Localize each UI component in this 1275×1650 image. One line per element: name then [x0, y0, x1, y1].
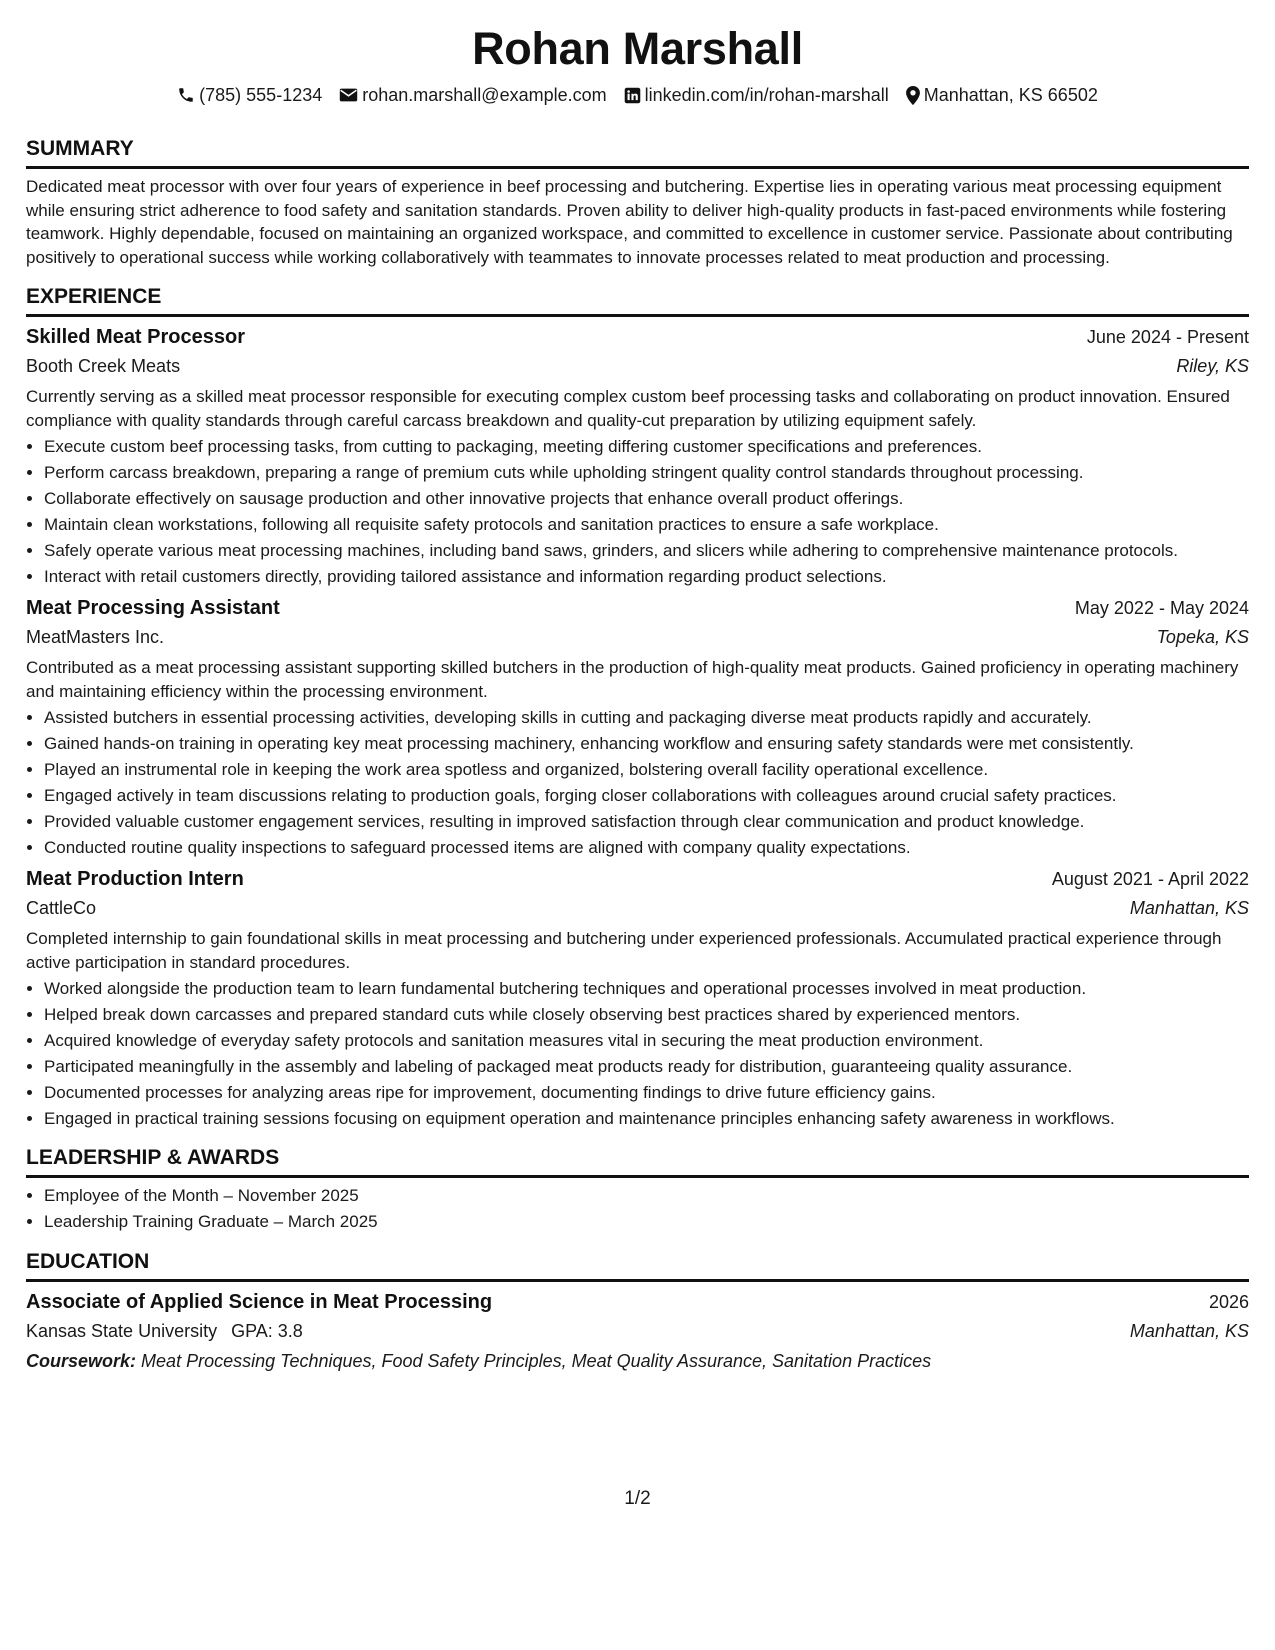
job-bullets	[26, 435, 1249, 589]
job-description: Completed internship to gain foundational skills in meat processing and butchering under experienced professionals. Accumulated practical experience through active participation in standard procedures.	[26, 929, 1222, 972]
award-item: • Employee of the Month – November 2025	[44, 1184, 1249, 1208]
coursework-label: Coursework:	[26, 1350, 137, 1371]
bullet-item: • Collaborate effectively on sausage production and other innovative projects that enhance overall product offerings.	[44, 487, 1249, 511]
school-location: Manhattan, KS	[1129, 1320, 1249, 1341]
company-name: MeatMasters Inc.	[26, 627, 165, 647]
bullet-item: • Assisted butchers in essential processing activities, developing skills in cutting and packaging diverse meat products rapidly and accurately.	[44, 706, 1249, 730]
bullet-item: • Helped break down carcasses and prepared standard cuts while closely observing best practices shared by experienced mentors.	[44, 1003, 1249, 1027]
bullet-item: • Acquired knowledge of everyday safety protocols and sanitation measures vital in securing the meat production environment.	[44, 1029, 1249, 1053]
gpa: GPA: 3.8	[231, 1320, 303, 1341]
job-location: Manhattan, KS	[1129, 898, 1249, 918]
page-number: 1/2	[624, 1488, 651, 1509]
section-title-experience: EXPERIENCE	[26, 284, 1249, 317]
school-line	[26, 1316, 303, 1346]
bullet-item: • Interact with retail customers directly, providing tailored assistance and information regarding product selections.	[44, 565, 1249, 589]
job-dates: June 2024 - Present	[1086, 327, 1249, 347]
section-title-summary: SUMMARY	[26, 136, 1249, 169]
graduation-year: 2026	[1208, 1291, 1249, 1312]
award-item: • Leadership Training Graduate – March 2025	[44, 1210, 1249, 1234]
job-bullets	[26, 977, 1249, 1131]
job-dates: May 2022 - May 2024	[1074, 598, 1249, 618]
summary-text: Dedicated meat processor with over four years of experience in beef processing and butchering. Expertise lies in operating various meat processing equipment while ensuring strict adherence to food safety and sanitation standards. Proven ability to deliver high-quality products in fast-paced environments while fostering teamwork. Highly dependable, focused on maintaining an organized workspace, and committed to excellence in customer service. Passionate about contributing positively to operational success while working collaboratively with teammates to innovate processes related to meat production and processing.	[26, 177, 1233, 267]
job-entry	[26, 323, 1249, 588]
phone-icon	[177, 86, 195, 104]
awards-list	[26, 1184, 1249, 1234]
job-location: Topeka, KS	[1156, 627, 1249, 647]
job-title: Meat Production Intern	[26, 868, 244, 890]
job-description: Currently serving as a skilled meat processor responsible for executing complex custom beef processing tasks and collaborating on product innovation. Ensured compliance with quality standards through careful carcass breakdown and quality-cut preparation by utilizing equipment safely.	[26, 387, 1230, 430]
contact-linkedin[interactable]	[624, 84, 889, 106]
job-title: Skilled Meat Processor	[26, 326, 245, 348]
bullet-item: • Documented processes for analyzing areas ripe for improvement, documenting findings to drive future efficiency gains.	[44, 1081, 1249, 1105]
job-entry	[26, 594, 1249, 859]
bullet-item: • Played an instrumental role in keeping the work area spotless and organized, bolstering overall facility operational excellence.	[44, 758, 1249, 782]
school-name: Kansas State University	[26, 1320, 218, 1341]
phone-text: (785) 555-1234	[199, 85, 323, 105]
contact-email[interactable]	[339, 84, 606, 106]
education-section	[26, 1249, 1249, 1376]
summary-section	[26, 136, 1249, 269]
experience-section	[26, 284, 1249, 1130]
linkedin-icon	[624, 87, 641, 104]
bullet-item: • Maintain clean workstations, following all requisite safety protocols and sanitation practices to ensure a safe workplace.	[44, 513, 1249, 537]
envelope-icon	[339, 87, 358, 103]
bullet-item: • Provided valuable customer engagement services, resulting in improved satisfaction through clear communication and product knowledge.	[44, 810, 1249, 834]
bullet-item: • Participated meaningfully in the assembly and labeling of packaged meat products ready for distribution, guaranteeing quality assurance.	[44, 1055, 1249, 1079]
degree-title: Associate of Applied Science in Meat Processing	[26, 1290, 493, 1313]
bullet-item: • Conducted routine quality inspections to safeguard processed items are aligned with company quality expectations.	[44, 836, 1249, 860]
bullet-item: • Worked alongside the production team to learn fundamental butchering techniques and operational processes involved in meat production.	[44, 977, 1249, 1001]
bullet-item: • Execute custom beef processing tasks, from cutting to packaging, meeting differing customer specifications and preferences.	[44, 435, 1249, 459]
candidate-name: Rohan Marshall	[472, 23, 803, 74]
leadership-section	[26, 1145, 1249, 1234]
bullet-item: • Safely operate various meat processing machines, including band saws, grinders, and slicers while adhering to comprehensive maintenance protocols.	[44, 539, 1249, 563]
education-entry	[26, 1288, 1249, 1376]
job-location: Riley, KS	[1176, 356, 1249, 376]
company-name: CattleCo	[26, 898, 97, 918]
map-pin-icon	[906, 86, 920, 105]
contact-location	[906, 84, 1098, 106]
bullet-item: • Engaged in practical training sessions focusing on equipment operation and maintenance principles enhancing safety awareness in workflows.	[44, 1107, 1249, 1131]
job-dates: August 2021 - April 2022	[1051, 869, 1249, 889]
contact-phone[interactable]	[177, 84, 322, 106]
email-text: rohan.marshall@example.com	[362, 85, 607, 105]
job-entry	[26, 865, 1249, 1130]
contact-bar	[26, 84, 1249, 106]
job-bullets	[26, 706, 1249, 860]
company-name: Booth Creek Meats	[26, 356, 181, 376]
section-title-leadership: LEADERSHIP & AWARDS	[26, 1145, 1249, 1178]
coursework-line	[26, 1346, 1249, 1376]
bullet-item: • Engaged actively in team discussions relating to production goals, forging closer collaborations with colleagues around crucial safety practices.	[44, 784, 1249, 808]
coursework-list: Meat Processing Techniques, Food Safety Principles, Meat Quality Assurance, Sanitation Practices	[141, 1350, 932, 1371]
section-title-education: EDUCATION	[26, 1249, 1249, 1282]
job-description: Contributed as a meat processing assistant supporting skilled butchers in the production of high-quality meat products. Gained proficiency in operating machinery and maintaining efficiency within the processing environment.	[26, 658, 1239, 701]
bullet-item: • Perform carcass breakdown, preparing a range of premium cuts while upholding stringent quality control standards throughout processing.	[44, 461, 1249, 485]
location-text: Manhattan, KS 66502	[923, 85, 1098, 105]
linkedin-text: linkedin.com/in/rohan-marshall	[644, 85, 889, 105]
bullet-item: • Gained hands-on training in operating key meat processing machinery, enhancing workflow and ensuring safety standards were met consistently.	[44, 732, 1249, 756]
job-title: Meat Processing Assistant	[26, 597, 280, 619]
